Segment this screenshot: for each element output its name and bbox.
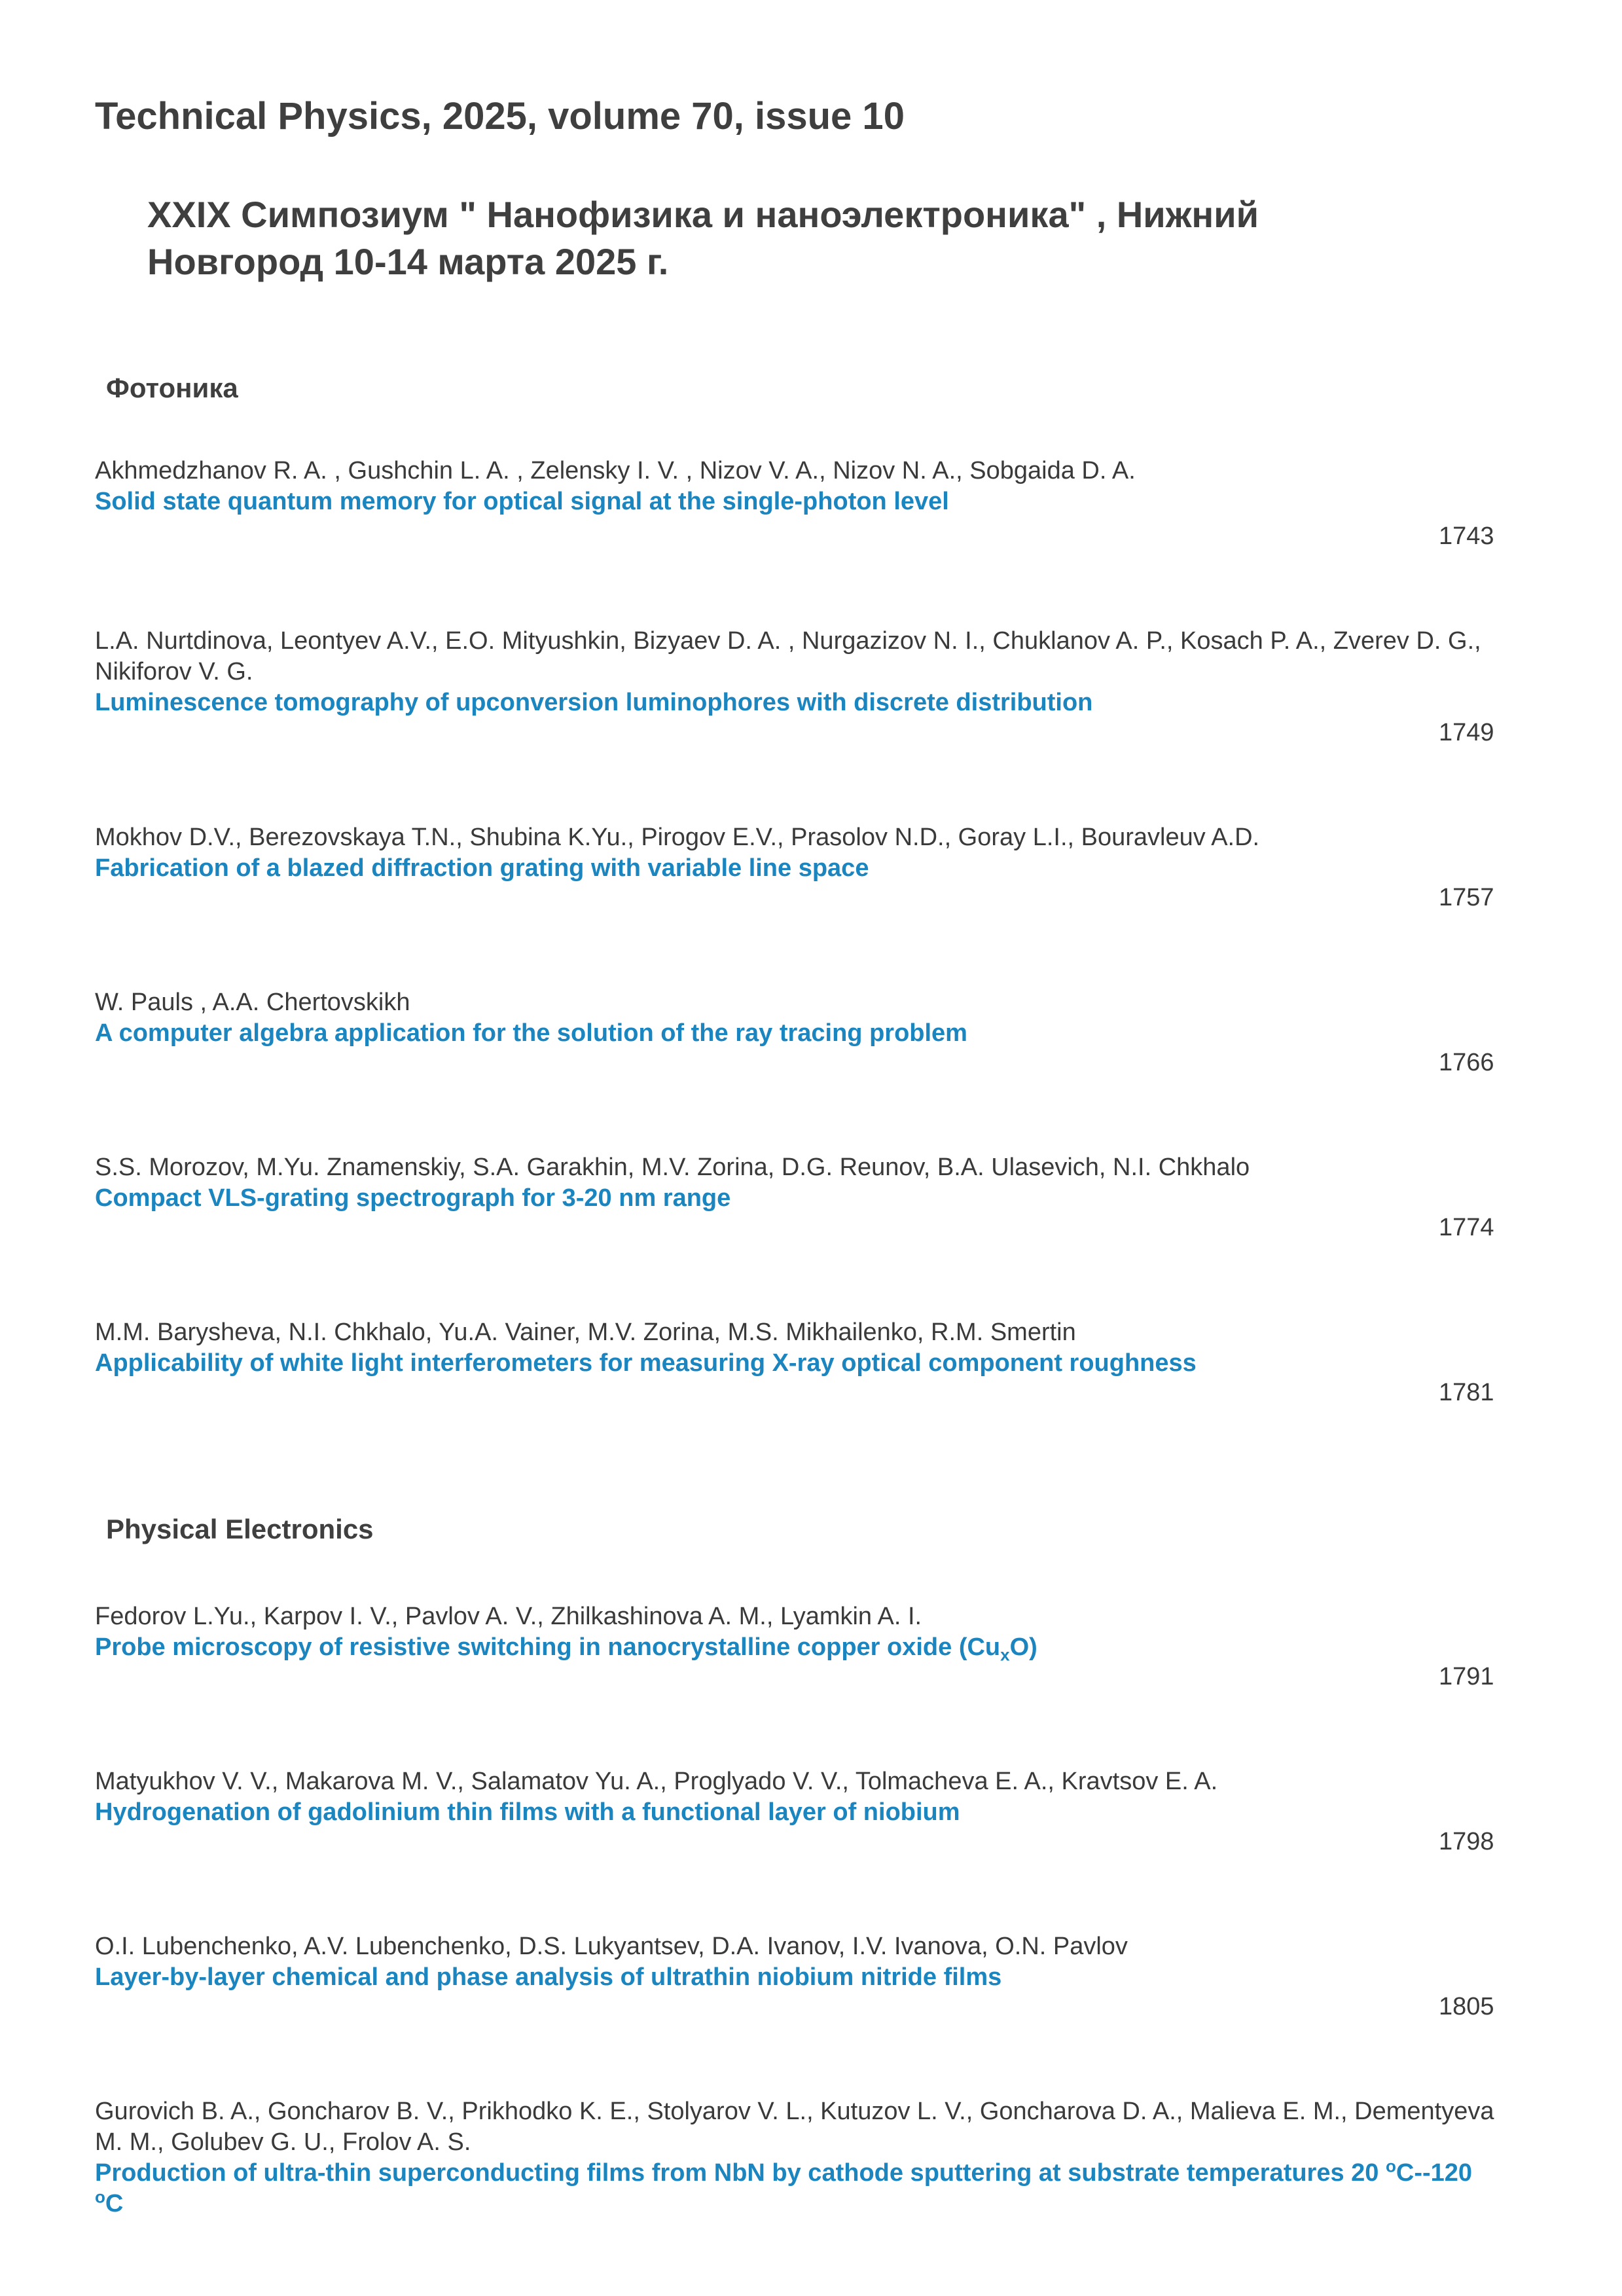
article-entry	[95, 1317, 1502, 1379]
section-heading-photonics: Фотоника	[106, 373, 238, 403]
title-text: C	[105, 2190, 124, 2217]
article-title-link[interactable]: Fabrication of a blazed diffraction grating with variable line space	[95, 854, 869, 882]
article-title-link[interactable]: Compact VLS-grating spectrograph for 3-20 nm range	[95, 1184, 731, 1212]
article-page-number: 1766	[1439, 1049, 1494, 1076]
title-text: O)	[1009, 1633, 1037, 1661]
article-authors: Akhmedzhanov R. A. , Gushchin L. A. , Zelensky I. V. , Nizov V. A., Nizov N. A., Sobgaida D. A.	[95, 457, 1136, 484]
article-page-number: 1743	[1439, 522, 1494, 550]
article-page-number: 1781	[1439, 1379, 1494, 1406]
article-entry	[95, 1601, 1502, 1663]
article-entry	[95, 1152, 1502, 1214]
article-title-link[interactable]: Hydrogenation of gadolinium thin films with a functional layer of niobium	[95, 1798, 960, 1826]
article-authors: M.M. Barysheva, N.I. Chkhalo, Yu.A. Vainer, M.V. Zorina, M.S. Mikhailenko, R.M. Smertin	[95, 1319, 1076, 1346]
article-authors: Gurovich B. A., Goncharov B. V., Prikhodko K. E., Stolyarov V. L., Kutuzov L. V., Goncharova D. A., Malieva E. M., Dementyeva M. M., Golubev G. U., Frolov A. S.	[95, 2098, 1494, 2156]
title-text: Probe microscopy of resistive switching in nanocrystalline copper oxide (Cu	[95, 1633, 1001, 1661]
symposium-title: XXIX Симпозиум " Нанофизика и наноэлектроника" , Нижний Новгород 10-14 марта 2025 г.	[147, 194, 1259, 282]
article-title-link[interactable]: Luminescence tomography of upconversion luminophores with discrete distribution	[95, 689, 1093, 716]
article-entry	[95, 456, 1502, 517]
article-title-link[interactable]: Layer-by-layer chemical and phase analysis of ultrathin niobium nitride films	[95, 1963, 1002, 1991]
title-text: C--120	[1396, 2159, 1473, 2187]
article-authors: W. Pauls , A.A. Chertovskikh	[95, 989, 410, 1016]
article-page-number: 1791	[1439, 1663, 1494, 1690]
article-entry	[95, 2096, 1502, 2219]
article-authors: Mokhov D.V., Berezovskaya T.N., Shubina K.Yu., Pirogov E.V., Prasolov N.D., Goray L.I., Bouravleuv A.D.	[95, 824, 1260, 851]
article-authors: Fedorov L.Yu., Karpov I. V., Pavlov A. V., Zhilkashinova A. M., Lyamkin A. I.	[95, 1603, 922, 1630]
section-heading-physical-electronics: Physical Electronics	[106, 1514, 374, 1544]
article-page-number: 1805	[1439, 1993, 1494, 2020]
article-page-number: 1749	[1439, 719, 1494, 746]
article-title-link[interactable]: A computer algebra application for the solution of the ray tracing problem	[95, 1019, 967, 1047]
title-superscript: o	[95, 2187, 105, 2207]
article-authors: L.A. Nurtdinova, Leontyev A.V., E.O. Mityushkin, Bizyaev D. A. , Nurgazizov N. I., Chuklanov A. P., Kosach P. A., Zverev D. G., Nikiforov V. G.	[95, 627, 1481, 685]
article-entry	[95, 987, 1502, 1049]
article-entry	[95, 1931, 1502, 1993]
article-entry	[95, 822, 1502, 884]
article-title-link[interactable]	[95, 2158, 1502, 2219]
article-page-number: 1774	[1439, 1214, 1494, 1241]
article-entry	[95, 1766, 1502, 1828]
article-authors: O.I. Lubenchenko, A.V. Lubenchenko, D.S. Lukyantsev, D.A. Ivanov, I.V. Ivanova, O.N. Pavlov	[95, 1933, 1128, 1960]
article-authors: S.S. Morozov, M.Yu. Znamenskiy, S.A. Garakhin, M.V. Zorina, D.G. Reunov, B.A. Ulasevich, N.I. Chkhalo	[95, 1154, 1250, 1181]
article-title-link[interactable]	[95, 1632, 1502, 1663]
article-title-link[interactable]: Applicability of white light interferometers for measuring X-ray optical component roughness	[95, 1349, 1197, 1377]
journal-title: Technical Physics, 2025, volume 70, issue 10	[95, 95, 905, 137]
title-text: Production of ultra-thin superconducting films from NbN by cathode sputtering at substrate temperatures 20	[95, 2159, 1386, 2187]
article-title-link[interactable]: Solid state quantum memory for optical signal at the single-photon level	[95, 488, 949, 515]
article-page-number: 1757	[1439, 884, 1494, 911]
article-entry	[95, 626, 1502, 718]
article-page-number: 1798	[1439, 1828, 1494, 1855]
article-authors: Matyukhov V. V., Makarova M. V., Salamatov Yu. A., Proglyado V. V., Tolmacheva E. A., Kravtsov E. A.	[95, 1768, 1218, 1795]
title-subscript: x	[1000, 1645, 1010, 1665]
title-superscript: o	[1386, 2156, 1396, 2176]
